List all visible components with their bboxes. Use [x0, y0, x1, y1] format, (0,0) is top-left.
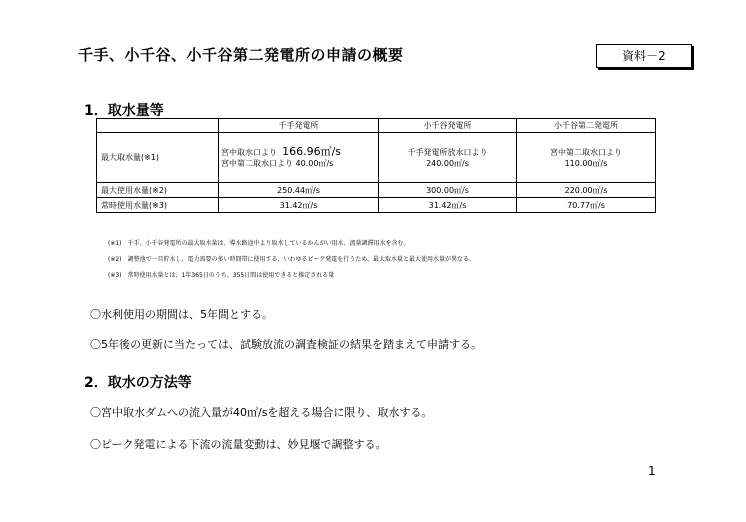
intake-table	[96, 118, 656, 213]
cell-ojiya-max-usage: 300.00㎥/s	[379, 183, 517, 198]
note-1: (※1) 千手、小千谷発電所の最大取水量は、導水路途中より取水しているかんがい用水、流量調滞用水を含む。	[108, 240, 410, 247]
table-row-max-intake	[97, 133, 656, 183]
page-number: 1	[648, 464, 656, 478]
ojiya-intake-line2: 240.00㎥/s	[426, 158, 469, 168]
senju-intake-line2: 宮中第二取水口より 40.00㎥/s	[221, 159, 334, 168]
bullet-intake-condition: 〇宮中取水ダムへの流入量が40㎥/sを超える場合に限り、取水する。	[90, 406, 433, 419]
senju-intake-prefix: 宮中取水口より	[221, 148, 277, 157]
cell-senju-max-intake	[219, 133, 379, 183]
table-row-max-usage	[97, 183, 656, 198]
cell-ojiya2-max-usage: 220.00㎥/s	[517, 183, 656, 198]
note-3: (※3) 常時使用水量とは、1年365日のうち、355日間は使用できると推定される量	[108, 272, 335, 279]
row-label-regular-usage: 常時使用水量(※3)	[97, 198, 219, 213]
ojiya2-intake-line1: 宮中第二取水口より	[550, 147, 622, 157]
cell-ojiya-max-intake	[379, 133, 517, 183]
cell-ojiya2-max-intake	[517, 133, 656, 183]
header-ojiya2: 小千谷第二発電所	[517, 119, 656, 133]
page-title: 千手、小千谷、小千谷第二発電所の申請の概要	[78, 46, 404, 64]
table-row-regular-usage	[97, 198, 656, 213]
bullet-peak-adjustment: 〇ピーク発電による下流の流量変動は、妙見堰で調整する。	[90, 438, 387, 451]
row-label-max-usage: 最大使用水量(※2)	[97, 183, 219, 198]
senju-intake-value: 166.96㎥/s	[282, 145, 342, 158]
row-label-max-intake: 最大取水量(※1)	[97, 133, 219, 183]
ojiya-intake-line1: 千手発電所放水口より	[407, 147, 488, 157]
bullet-usage-period: 〇水利使用の期間は、5年間とする。	[90, 308, 273, 321]
material-number-label: 資料－2	[596, 44, 692, 68]
table-header-row	[97, 119, 656, 133]
section-heading-method: 2．取水の方法等	[84, 375, 192, 391]
header-ojiya: 小千谷発電所	[379, 119, 517, 133]
header-senju: 千手発電所	[219, 119, 379, 133]
table-corner-cell	[97, 119, 219, 133]
cell-ojiya2-regular-usage: 70.77㎥/s	[517, 198, 656, 213]
note-2: (※2) 調整池で一旦貯水し、電力需要の多い時間帯に使用する、いわゆるピーク発電を行うため、最大取水量と最大使用水量が異なる。	[108, 256, 476, 263]
cell-senju-regular-usage: 31.42㎥/s	[219, 198, 379, 213]
ojiya2-intake-line2: 110.00㎥/s	[564, 158, 608, 168]
bullet-renewal: 〇5年後の更新に当たっては、試験放流の調査検証の結果を踏まえて申請する。	[90, 338, 482, 351]
cell-senju-max-usage: 250.44㎥/s	[219, 183, 379, 198]
section-heading-intake: 1．取水量等	[84, 103, 164, 119]
cell-ojiya-regular-usage: 31.42㎥/s	[379, 198, 517, 213]
